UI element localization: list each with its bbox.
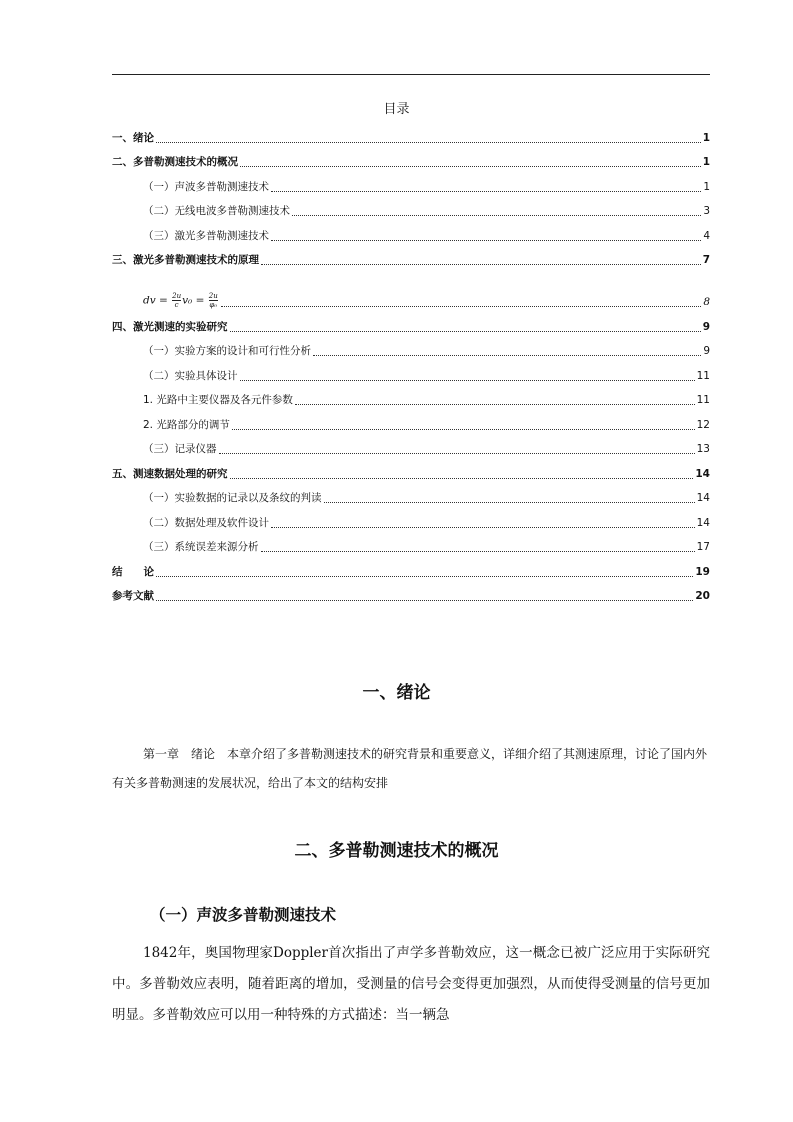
chapter-heading-overview: 二、多普勒测速技术的概况 <box>294 841 499 861</box>
toc-dot-leader <box>156 599 693 601</box>
table-of-contents <box>112 122 710 605</box>
toc-dot-leader <box>156 141 701 143</box>
toc-entry-label: 参考文献 <box>112 590 154 602</box>
toc-dot-leader <box>271 526 695 528</box>
toc-entry[interactable] <box>112 311 710 336</box>
toc-formula <box>143 292 219 311</box>
formula-fraction-2 <box>209 292 218 309</box>
toc-entry-label: 三、激光多普勒测速技术的原理 <box>112 254 259 266</box>
toc-dot-leader <box>261 263 701 265</box>
toc-page-number: 9 <box>702 320 710 333</box>
toc-page-number: 3 <box>703 205 710 217</box>
formula-lhs: dv = <box>143 294 172 307</box>
toc-entry-label: （二）数据处理及软件设计 <box>143 516 269 529</box>
toc-page-number: 14 <box>696 516 710 529</box>
toc-entry[interactable] <box>112 507 710 532</box>
toc-entry-label: （二）无线电波多普勒测速技术 <box>143 205 290 217</box>
toc-entry[interactable] <box>112 434 710 459</box>
toc-page-number: 11 <box>696 394 710 406</box>
toc-dot-leader <box>295 403 695 405</box>
formula-fraction-2-numerator: 2u <box>208 292 218 300</box>
toc-dot-leader <box>261 550 695 552</box>
toc-dot-leader <box>271 239 701 241</box>
toc-entry[interactable] <box>112 360 710 385</box>
formula-fraction-1-numerator: 2u <box>172 292 182 300</box>
toc-entry[interactable] <box>112 122 710 147</box>
toc-entry-label: 二、多普勒测速技术的概况 <box>112 156 238 168</box>
toc-entry-label: （三）记录仪器 <box>143 443 217 455</box>
toc-dot-leader <box>240 165 701 167</box>
toc-page-number: 13 <box>696 443 710 455</box>
toc-page-number: 9 <box>703 345 710 357</box>
toc-page-number: 19 <box>695 565 710 578</box>
toc-entry-label: 结 论 <box>112 565 154 578</box>
toc-entry[interactable] <box>112 556 710 581</box>
acoustic-paragraph: 1842年，奥国物理家Doppler首次指出了声学多普勒效应，这一概念已被广泛应用于实际研究中。多普勒效应表明，随着距离的增加，受测量的信号会变得更加强烈，从而使得受测量的信号更加明显。多普勒效应可以用一种特殊的方式描述：当一辆急 <box>112 945 710 1023</box>
formula-fraction-2-denominator: φ₀ <box>209 301 218 309</box>
toc-page-number: 17 <box>696 541 710 553</box>
toc-entry-label: 1. 光路中主要仪器及各元件参数 <box>143 394 293 406</box>
toc-page-number: 4 <box>703 229 710 242</box>
toc-entry[interactable] <box>112 385 710 410</box>
toc-entry[interactable] <box>112 458 710 483</box>
toc-entry[interactable] <box>112 581 710 606</box>
section-heading-acoustic: （一）声波多普勒测速技术 <box>150 906 337 924</box>
toc-page-number: 14 <box>695 467 710 480</box>
toc-entry[interactable] <box>112 269 710 311</box>
toc-page-number: 14 <box>696 492 710 504</box>
toc-entry[interactable] <box>112 483 710 508</box>
header-rule <box>112 74 710 75</box>
toc-dot-leader <box>230 330 701 332</box>
toc-entry[interactable] <box>112 245 710 270</box>
toc-entry[interactable] <box>112 336 710 361</box>
toc-dot-leader <box>313 354 701 356</box>
toc-entry[interactable] <box>112 196 710 221</box>
formula-fraction-1 <box>172 292 181 309</box>
toc-page-number: 8 <box>703 296 710 308</box>
toc-page-number: 12 <box>696 418 710 431</box>
toc-entry-label: 四、激光测速的实验研究 <box>112 320 228 333</box>
toc-page-number: 7 <box>702 254 710 266</box>
toc-page-number: 1 <box>702 131 710 144</box>
toc-entry-label: （一）实验方案的设计和可行性分析 <box>143 345 311 357</box>
toc-entry-label: 2. 光路部分的调节 <box>143 418 230 431</box>
formula-fraction-1-denominator: c <box>174 301 179 309</box>
toc-entry[interactable] <box>112 220 710 245</box>
toc-title: 目录 <box>383 102 410 117</box>
toc-dot-leader <box>156 575 693 577</box>
toc-page-number: 1 <box>703 180 710 193</box>
toc-dot-leader <box>292 214 701 216</box>
toc-dot-leader <box>232 428 695 430</box>
intro-paragraph: 第一章 绪论 本章介绍了多普勒测速技术的研究背景和重要意义，详细介绍了其测速原理，讨论了国内外有关多普勒测速的发展状况，给出了本文的结构安排 <box>112 747 708 790</box>
toc-entry-label: 五、测速数据处理的研究 <box>112 467 228 480</box>
toc-entry-label: （二）实验具体设计 <box>143 369 238 382</box>
toc-entry-label: （一）实验数据的记录以及条纹的判读 <box>143 492 322 504</box>
toc-entry-label: （三）系统误差来源分析 <box>143 541 259 553</box>
toc-entry[interactable] <box>112 171 710 196</box>
toc-page-number: 20 <box>695 590 710 602</box>
toc-page-number: 11 <box>696 369 710 382</box>
toc-page-number: 1 <box>702 156 710 168</box>
toc-entry[interactable] <box>112 532 710 557</box>
toc-dot-leader <box>219 452 695 454</box>
toc-dot-leader <box>324 501 695 503</box>
toc-entry-label: （三）激光多普勒测速技术 <box>143 229 269 242</box>
toc-entry[interactable] <box>112 409 710 434</box>
toc-dot-leader <box>271 190 701 192</box>
toc-dot-leader <box>240 379 695 381</box>
toc-dot-leader <box>230 477 694 479</box>
toc-entry[interactable] <box>112 147 710 172</box>
chapter-heading-intro: 一、绪论 <box>362 683 431 703</box>
toc-entry-label: 一、绪论 <box>112 131 154 144</box>
toc-entry-label: （一）声波多普勒测速技术 <box>143 180 269 193</box>
toc-dot-leader <box>221 305 702 307</box>
formula-mid: v₀ = <box>182 294 208 307</box>
